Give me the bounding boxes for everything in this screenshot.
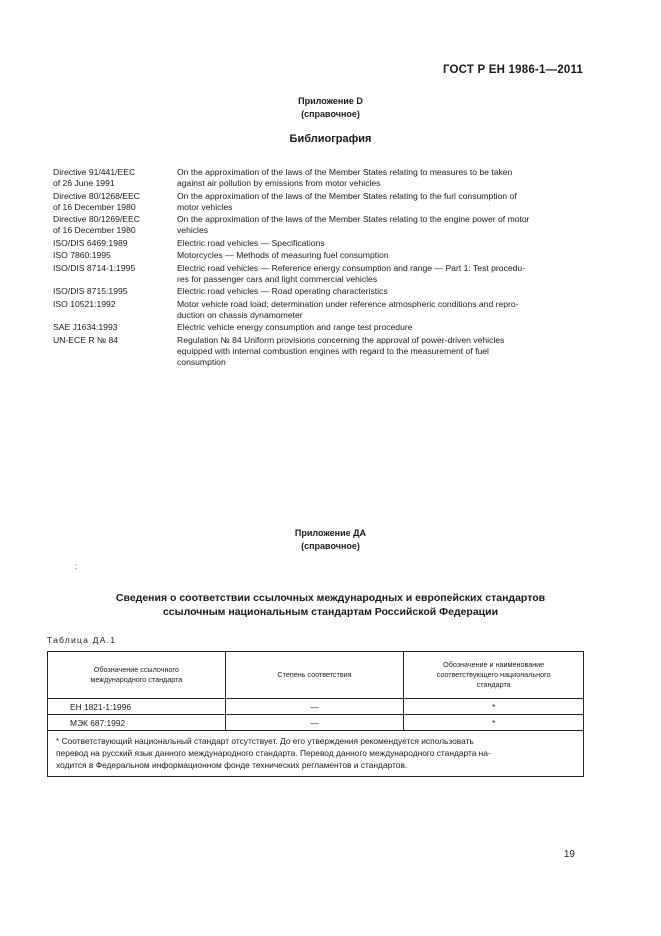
bibliography-entry — [53, 299, 579, 321]
bibliography-title — [177, 167, 579, 189]
bibliography-reference-line: ISO 10521:1992 — [53, 298, 116, 309]
annex-d-label: Приложение D — [298, 96, 363, 106]
bibliography-reference-line: of 16 December 1980 — [53, 225, 136, 236]
bibliography-title-line: Motor vehicle road load; determination under reference atmospheric conditions and repro- — [177, 298, 519, 309]
table-header-line: международного стандарта — [90, 675, 183, 684]
annex-da-label: Приложение ДА — [294, 528, 367, 538]
bibliography-reference — [53, 214, 177, 236]
bibliography-entry — [53, 263, 579, 285]
bibliography-title — [177, 191, 579, 213]
footnote-line: ходится в Федеральном информационном фонде технических регламентов и стандартов. — [56, 760, 408, 770]
bibliography-title — [177, 214, 579, 236]
table-footnote — [48, 731, 584, 777]
bibliography-title-line: equipped with internal combustion engines with regard to the measurement of fuel — [177, 345, 489, 356]
footnote-line: * Соответствующий национальный стандарт отсутствует. До его утверждения рекомендуется использовать — [56, 736, 474, 746]
table-header-line: стандарта — [476, 680, 511, 689]
correspondence-degree-cell: — — [225, 699, 404, 715]
bibliography-reference-line: ISO 7860:1995 — [53, 250, 111, 261]
bibliography-reference-line: Directive 80/1269/EEC — [53, 214, 140, 225]
table-row — [48, 699, 584, 715]
table-caption: Таблица ДА.1 — [47, 635, 117, 645]
table-header-row — [48, 652, 584, 699]
table-header-line: Обозначение и наименование — [443, 660, 545, 669]
bibliography-entry — [53, 238, 579, 249]
bibliography-reference-line: ISO/DIS 6469:1989 — [53, 237, 128, 248]
bibliography-title-line: Motorcycles — Methods of measuring fuel consumption — [177, 250, 389, 261]
table-header-line: соответствующего национального — [436, 670, 551, 679]
annex-da-title — [0, 527, 661, 553]
bibliography-title-line: On the approximation of the laws of the Member States relating to the engine power of motor — [177, 214, 530, 225]
bibliography-reference — [53, 286, 177, 297]
bibliography-title — [177, 335, 579, 368]
national-standard-cell: * — [404, 699, 584, 715]
bibliography-reference — [53, 238, 177, 249]
annex-da-status: (справочное) — [301, 541, 360, 551]
bibliography-reference — [53, 250, 177, 261]
bibliography-title — [177, 250, 579, 261]
bibliography-entry — [53, 335, 579, 368]
bibliography-title-line: duction on chassis dynamometer — [177, 309, 303, 320]
bibliography-reference — [53, 191, 177, 213]
bibliography-reference-line: of 16 December 1980 — [53, 201, 136, 212]
annex-d-status: (справочное) — [301, 109, 360, 119]
table-header-cell — [225, 652, 404, 699]
bibliography-entry — [53, 250, 579, 261]
bibliography-heading: Библиография — [289, 133, 372, 145]
table-header-cell — [404, 652, 584, 699]
footnote-line: перевод на русский язык данного международного стандарта. Перевод данного международного стандарта на- — [56, 748, 491, 758]
bibliography-reference — [53, 263, 177, 285]
page-number: 19 — [563, 849, 575, 860]
correspondence-table — [47, 651, 584, 777]
bibliography-entry — [53, 322, 579, 333]
correspondence-heading — [0, 591, 661, 619]
bibliography-title-line: On the approximation of the laws of the Member States relating to the furl consumption of — [177, 190, 517, 201]
bibliography-title-line: res for passenger cars and light commercial vehicles — [177, 273, 378, 284]
bibliography-title-line: motor vehicles — [177, 201, 233, 212]
bibliography-reference — [53, 335, 177, 368]
table-row — [48, 715, 584, 731]
bibliography-reference — [53, 299, 177, 321]
bibliography-title-line: consumption — [177, 357, 226, 368]
bibliography-reference-line: of 26 June 1991 — [53, 178, 115, 189]
bibliography-title-line: Electric road vehicles — Road operating characteristics — [177, 286, 388, 297]
standard-code-cell: ЕН 1821-1:1996 — [48, 699, 226, 715]
bibliography-reference-line: ISO/DIS 8714-1:1995 — [53, 262, 136, 273]
bibliography-title — [177, 263, 579, 285]
annex-d-title — [0, 95, 661, 121]
document-code: ГОСТ Р ЕН 1986-1—2011 — [442, 64, 583, 76]
table-header-line: Степень соответствия — [277, 670, 352, 679]
bibliography-title-line: On the approximation of the laws of the Member States relating to measures to be taken — [177, 167, 513, 177]
table-footnote-row — [48, 731, 584, 777]
bibliography-reference — [53, 167, 177, 189]
bibliography-title — [177, 299, 579, 321]
bibliography-title-line: Electric vehicle energy consumption and range test procedure — [177, 322, 413, 333]
bibliography-reference — [53, 322, 177, 333]
bibliography-reference-line: UN-ECE R № 84 — [53, 334, 119, 345]
bibliography-title-line: Electric road vehicles — Reference energy consumption and range — Part 1: Test procedu- — [177, 262, 526, 273]
national-standard-cell: * — [404, 715, 584, 731]
correspondence-heading-line1: Сведения о соответствии ссылочных международных и европейских стандартов — [115, 592, 546, 604]
bibliography-reference-line: Directive 80/1268/EEC — [53, 190, 140, 201]
bibliography-title-line: Electric road vehicles — Specifications — [177, 237, 325, 248]
bibliography-reference-line: SAE J1634:1993 — [53, 322, 118, 333]
bibliography-title-line: Regulation № 84 Uniform provisions concerning the approval of power-driven vehicles — [177, 334, 505, 345]
bibliography-title — [177, 286, 579, 297]
bibliography-entry — [53, 167, 579, 189]
bibliography-title — [177, 238, 579, 249]
table-header-cell — [48, 652, 226, 699]
bibliography-entry — [53, 191, 579, 213]
standard-code-cell: МЭК 687:1992 — [48, 715, 226, 731]
bibliography-entry — [53, 286, 579, 297]
stray-mark: : — [75, 562, 78, 571]
bibliography-reference-line: Directive 91/441/EEC — [53, 167, 136, 177]
bibliography-entry — [53, 214, 579, 236]
bibliography-title-line: against air pollution by emissions from motor vehicles — [177, 178, 381, 189]
bibliography-title — [177, 322, 579, 333]
bibliography-list — [53, 167, 579, 370]
table-header-line: Обозначение ссылочного — [93, 665, 179, 674]
correspondence-heading-line2: ссылочным национальным стандартам Российской Федерации — [162, 606, 499, 618]
correspondence-degree-cell: — — [225, 715, 404, 731]
bibliography-title-line: vehicles — [177, 225, 209, 236]
bibliography-reference-line: ISO/DIS 8715:1995 — [53, 286, 128, 297]
